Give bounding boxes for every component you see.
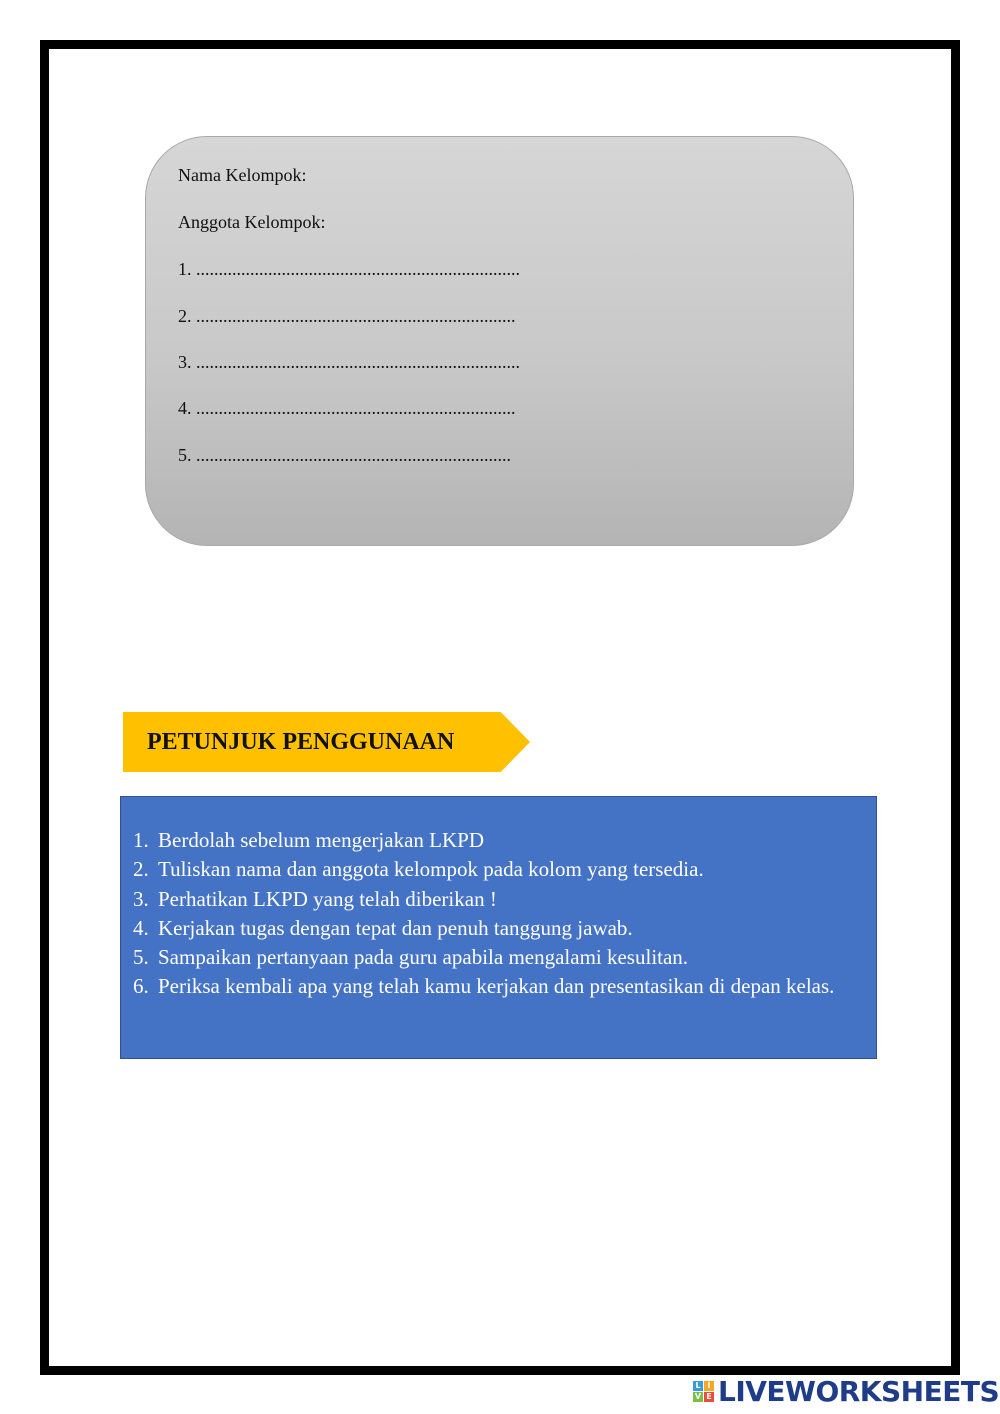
- instruction-number: 6.: [133, 974, 149, 999]
- logo-letter-e: E: [704, 1392, 714, 1402]
- instructions-list: [133, 826, 863, 1002]
- member-line-3: 3. ........................................................................: [178, 352, 520, 372]
- instruction-text: Periksa kembali apa yang telah kamu kerjakan dan presentasikan di depan kelas.: [158, 974, 835, 999]
- instruction-text: Berdolah sebelum mengerjakan LKPD: [158, 828, 484, 852]
- liveworksheets-watermark: [693, 1374, 999, 1408]
- instruction-item: [133, 914, 863, 943]
- member-line-2: 2. .......................................................................: [178, 306, 516, 326]
- logo-letter-v: V: [694, 1391, 702, 1401]
- liveworksheets-logo-icon: [693, 1381, 714, 1402]
- member-line-1: 1. ........................................................................: [178, 259, 520, 279]
- instruction-item: [133, 826, 863, 855]
- brand-text: LIVEWORKSHEETS: [718, 1374, 1000, 1408]
- instruction-number: 4.: [133, 915, 149, 940]
- instruction-number: 2.: [133, 857, 149, 882]
- instruction-text: Tuliskan nama dan anggota kelompok pada kolom yang tersedia.: [158, 857, 704, 882]
- members-label: Anggota Kelompok:: [178, 212, 326, 232]
- member-line-4: 4. .......................................................................: [178, 398, 516, 418]
- instruction-item: [133, 972, 863, 1001]
- instruction-item: [133, 885, 863, 914]
- instruction-item: [133, 943, 863, 972]
- instruction-text: Kerjakan tugas dengan tepat dan penuh tanggung jawab.: [158, 915, 633, 940]
- instruction-text: Sampaikan pertanyaan pada guru apabila mengalami kesulitan.: [158, 945, 689, 970]
- instruction-number: 1.: [133, 828, 149, 852]
- member-line-5: 5. ......................................................................: [178, 445, 511, 465]
- logo-letter-l: L: [693, 1381, 703, 1391]
- group-info-card: [145, 136, 854, 546]
- instruction-number: 5.: [133, 945, 149, 970]
- instruction-item: [133, 855, 863, 884]
- group-name-label: Nama Kelompok:: [178, 165, 307, 185]
- instruction-number: 3.: [133, 886, 149, 911]
- instructions-heading: PETUNJUK PENGGUNAAN: [147, 729, 455, 755]
- instruction-text: Perhatikan LKPD yang telah diberikan !: [158, 886, 497, 911]
- logo-letter-i: I: [704, 1381, 714, 1391]
